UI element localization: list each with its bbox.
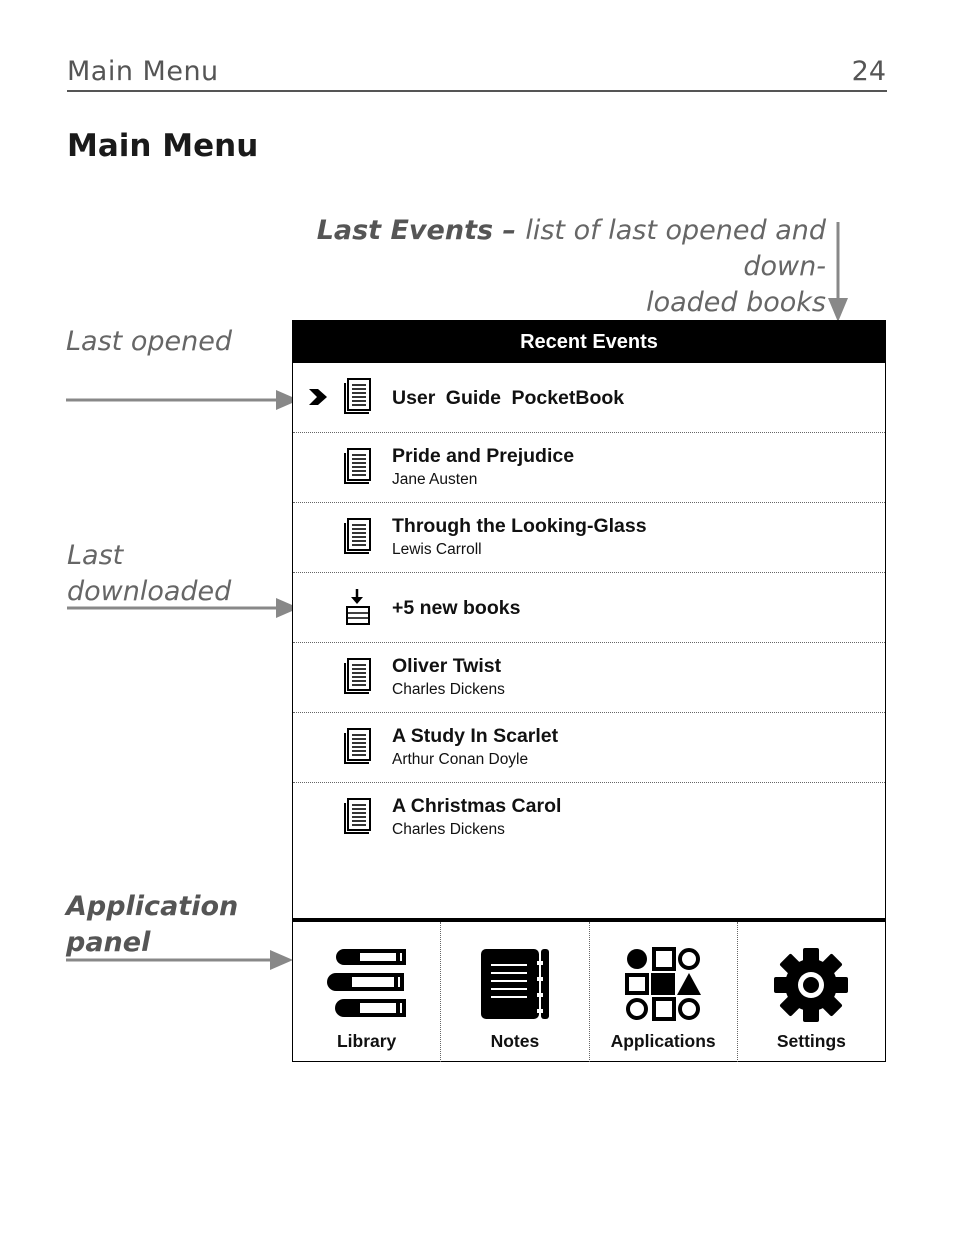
event-title: User Guide PocketBook — [392, 387, 625, 409]
event-title: Oliver Twist — [392, 655, 502, 677]
page-number: 24 — [851, 56, 886, 87]
applications-icon — [625, 947, 701, 1021]
event-author: Lewis Carroll — [392, 541, 482, 558]
settings-button[interactable] — [738, 922, 885, 1062]
running-header-title: Main Menu — [67, 56, 219, 87]
event-item[interactable] — [293, 433, 885, 503]
current-item-arrow-icon — [309, 389, 327, 405]
annotation-last-downloaded: Last downloaded — [67, 540, 232, 607]
event-author: Charles Dickens — [392, 821, 505, 838]
app-label: Notes — [490, 1031, 540, 1051]
event-author: Charles Dickens — [392, 681, 505, 698]
event-title: Pride and Prejudice — [392, 445, 575, 467]
library-icon — [324, 947, 410, 1019]
annotation-last-opened: Last opened — [66, 326, 232, 357]
event-title: A Study In Scarlet — [392, 725, 559, 747]
event-title: A Christmas Carol — [392, 795, 562, 817]
book-icon — [341, 727, 373, 765]
download-icon — [341, 587, 373, 627]
event-author: Arthur Conan Doyle — [392, 751, 529, 768]
header-rule — [67, 90, 887, 92]
app-label: Library — [336, 1031, 397, 1051]
device-screen — [292, 320, 886, 1062]
recent-events-header: Recent Events — [293, 321, 885, 363]
event-item[interactable] — [293, 643, 885, 713]
app-label: Applications — [610, 1031, 716, 1051]
app-label: Settings — [776, 1031, 846, 1051]
book-icon — [341, 657, 373, 695]
event-item[interactable] — [293, 783, 885, 852]
annotation-last-events: Last Events – list of last opened and down- loaded books — [316, 215, 826, 318]
page-heading: Main Menu — [67, 128, 259, 164]
book-icon — [341, 797, 373, 835]
applications-button[interactable] — [590, 922, 738, 1062]
settings-icon — [773, 947, 849, 1023]
event-item[interactable] — [293, 503, 885, 573]
notes-icon — [479, 947, 551, 1021]
event-title: +5 new books — [392, 597, 521, 619]
book-icon — [341, 517, 373, 555]
event-author: Jane Austen — [392, 471, 478, 488]
notes-button[interactable] — [441, 922, 589, 1062]
book-icon — [341, 377, 373, 415]
event-item[interactable] — [293, 713, 885, 783]
library-button[interactable] — [293, 922, 441, 1062]
event-item[interactable] — [293, 573, 885, 643]
recent-events-list — [293, 363, 885, 852]
event-item[interactable] — [293, 363, 885, 433]
annotation-application-panel: Application panel — [66, 891, 239, 958]
event-title: Through the Looking-Glass — [392, 515, 647, 537]
book-icon — [341, 447, 373, 485]
application-panel — [293, 918, 885, 1062]
